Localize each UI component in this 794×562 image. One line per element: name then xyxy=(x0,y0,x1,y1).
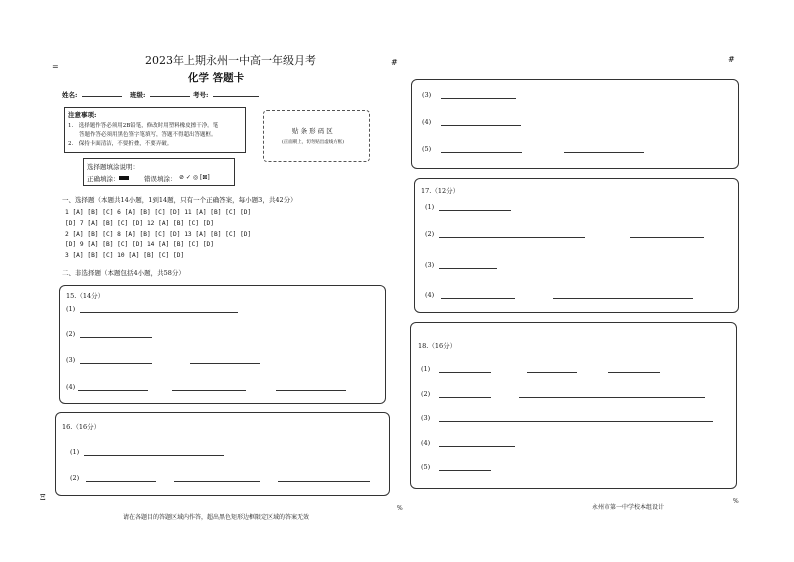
q17-label: (4) xyxy=(425,291,435,299)
margin-mark: = xyxy=(52,62,59,71)
answer-line[interactable] xyxy=(608,372,660,373)
fill-demo-box xyxy=(83,158,235,186)
mcq-row[interactable]: [D] 9 [A] [B] [C] [D] 14 [A] [B] [C] [D] xyxy=(65,241,215,248)
fill-demo-wrong: 错误填涂： xyxy=(144,175,177,183)
mcq-row[interactable]: 1 [A] [B] [C] 6 [A] [B] [C] [D] 11 [A] [B] [C] [D] xyxy=(65,209,252,216)
barcode-note: (正面朝上，切勿贴出虚线方框) xyxy=(282,140,345,145)
class-label: 班级: xyxy=(130,91,146,99)
answer-line[interactable] xyxy=(78,390,148,391)
notice-box xyxy=(64,107,246,153)
exam-no-label: 考号: xyxy=(193,91,209,99)
fill-demo-correct: 正确填涂： xyxy=(87,175,120,183)
q16-label: (4) xyxy=(422,118,432,126)
margin-mark: % xyxy=(733,498,739,505)
wrong-marks-icon: ⊘ ✓ ◎ [⊠] xyxy=(179,174,210,181)
margin-mark: % xyxy=(397,505,403,512)
q16-title: 16.（16分） xyxy=(62,423,101,431)
notice-line: 答题作答必须用黑色签字笔填写，答题不得超出答题框。 xyxy=(68,132,217,138)
answer-line[interactable] xyxy=(80,337,152,338)
q16-label: (5) xyxy=(422,145,432,153)
answer-line[interactable] xyxy=(564,152,644,153)
q15-box xyxy=(59,285,386,404)
answer-line[interactable] xyxy=(439,397,491,398)
q18-label: (2) xyxy=(421,390,431,398)
q16-label: (3) xyxy=(422,91,432,99)
name-field[interactable] xyxy=(82,96,122,97)
page-title: 2023年上期永州一中高一年级月考 xyxy=(145,54,316,67)
q15-label: (4) xyxy=(66,383,76,391)
footer-left: 请在各题目的答题区域内作答，超出黑色矩形边框限定区域的答案无效 xyxy=(123,514,310,521)
q16-box xyxy=(55,412,390,496)
answer-line[interactable] xyxy=(441,152,522,153)
q18-label: (5) xyxy=(421,463,431,471)
fill-demo-title: 选择题填涂说明： xyxy=(87,163,139,171)
notice-line: 2. 保持卡面清洁，不要折叠，不要弄破。 xyxy=(68,141,173,147)
answer-line[interactable] xyxy=(278,481,370,482)
q15-title: 15.（14分） xyxy=(66,292,105,300)
q18-label: (1) xyxy=(421,365,431,373)
section2-title: 二、非选择题（本题包括4小题，共58分） xyxy=(62,269,185,277)
answer-line[interactable] xyxy=(439,268,497,269)
answer-line[interactable] xyxy=(174,481,260,482)
mcq-row[interactable]: [D] 7 [A] [B] [C] [D] 12 [A] [B] [C] [D] xyxy=(65,220,215,227)
footer-right: 永州市第一中学校本组设计 xyxy=(592,504,665,511)
answer-line[interactable] xyxy=(441,98,516,99)
q17-label: (2) xyxy=(425,230,435,238)
filled-mark-icon xyxy=(119,176,129,180)
answer-line[interactable] xyxy=(190,363,260,364)
q17-box xyxy=(414,178,739,313)
q17-label: (1) xyxy=(425,203,435,211)
q15-label: (3) xyxy=(66,356,76,364)
answer-line[interactable] xyxy=(80,312,238,313)
q16-continued-box xyxy=(411,79,739,169)
q18-box xyxy=(410,322,737,489)
answer-line[interactable] xyxy=(80,363,152,364)
q15-label: (1) xyxy=(66,305,76,313)
answer-line[interactable] xyxy=(439,446,515,447)
answer-line[interactable] xyxy=(439,421,713,422)
answer-line[interactable] xyxy=(630,237,704,238)
notice-line: 1. 选择题作答必须用2B铅笔，修改时用塑料橡皮擦干净。笔 xyxy=(68,123,219,129)
barcode-title: 贴 条 形 码 区 xyxy=(292,127,333,135)
notice-title: 注意事项: xyxy=(68,111,97,119)
answer-line[interactable] xyxy=(172,390,246,391)
exam-no-field[interactable] xyxy=(213,96,259,97)
mcq-row[interactable]: 3 [A] [B] [C] 10 [A] [B] [C] [D] xyxy=(65,252,185,259)
barcode-area xyxy=(263,110,370,162)
q18-title: 18.（16分） xyxy=(418,342,457,350)
answer-line[interactable] xyxy=(86,481,156,482)
answer-line[interactable] xyxy=(527,372,577,373)
q16-label: (2) xyxy=(70,474,80,482)
answer-line[interactable] xyxy=(439,372,491,373)
q15-label: (2) xyxy=(66,330,76,338)
answer-line[interactable] xyxy=(439,470,491,471)
q16-label: (1) xyxy=(70,448,80,456)
answer-line[interactable] xyxy=(519,397,705,398)
name-label: 姓名: xyxy=(62,91,78,99)
margin-mark: # xyxy=(728,55,735,64)
q18-label: (3) xyxy=(421,414,431,422)
answer-line[interactable] xyxy=(441,125,521,126)
answer-line[interactable] xyxy=(439,237,585,238)
q17-label: (3) xyxy=(425,261,435,269)
q18-label: (4) xyxy=(421,439,431,447)
answer-line[interactable] xyxy=(553,298,693,299)
answer-line[interactable] xyxy=(441,298,515,299)
class-field[interactable] xyxy=(150,96,190,97)
answer-line[interactable] xyxy=(276,390,346,391)
answer-line[interactable] xyxy=(439,210,511,211)
mcq-row[interactable]: 2 [A] [B] [C] 8 [A] [B] [C] [D] 13 [A] [B] [C] [D] xyxy=(65,231,252,238)
page-subtitle: 化学 答题卡 xyxy=(188,72,245,84)
answer-line[interactable] xyxy=(84,455,224,456)
q17-title: 17.（12分） xyxy=(421,187,460,195)
section1-title: 一、选择题（本题共14小题，1到14题，只有一个正确答案，每小题3，共42分） xyxy=(62,196,297,204)
margin-mark: # xyxy=(391,58,398,67)
margin-mark: Ξ xyxy=(40,493,46,502)
